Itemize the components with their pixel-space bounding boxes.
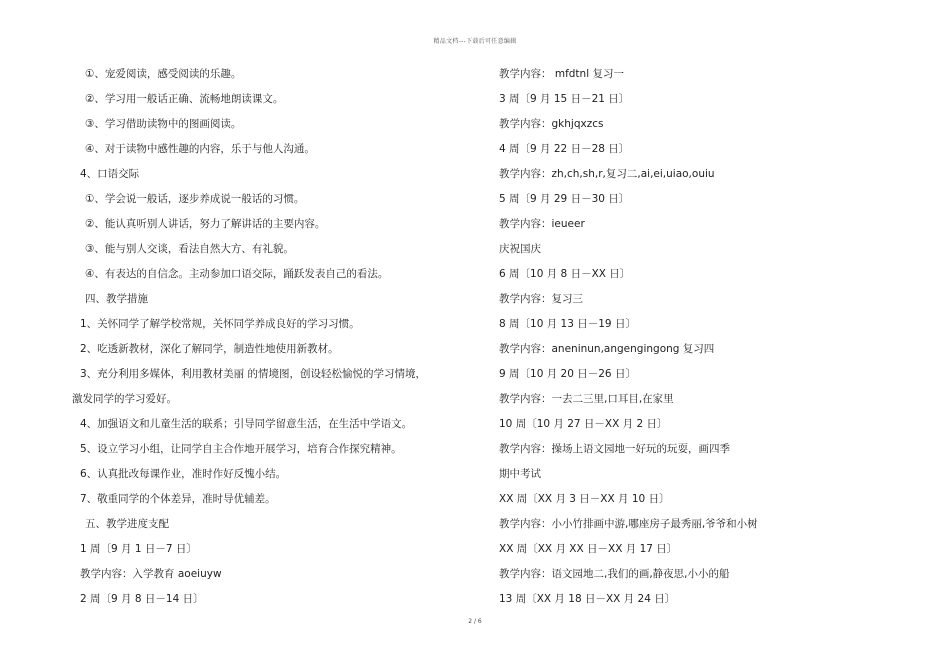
left-column: [72, 62, 460, 612]
right-column: [499, 62, 819, 612]
section-schedule: 五、教学进度支配: [85, 518, 169, 530]
page-header: 精品文档---下载后可任意编辑: [433, 38, 517, 45]
schedule-note: 庆祝国庆: [499, 243, 541, 255]
page-number: 2 / 6: [468, 618, 482, 625]
schedule-week: 4 周〔9 月 22 日－28 日〕: [499, 143, 630, 155]
schedule-content: 教学内容：gkhjqxzcs: [499, 118, 604, 130]
schedule-content: 教学内容：一去二三里,口耳目,在家里: [499, 393, 674, 405]
schedule-week: 3 周〔9 月 15 日－21 日〕: [499, 93, 630, 105]
schedule-week: XX 周〔XX 月 3 日－XX 月 10 日〕: [499, 493, 670, 505]
goal-reading-1: ①、宠爱阅读，感受阅读的乐趣。: [85, 68, 242, 80]
schedule-week: 10 周〔10 月 27 日－XX 月 2 日〕: [499, 418, 668, 430]
section-teaching-measures: 四、教学措施: [85, 293, 148, 305]
measure-6: 6、认真批改每课作业，准时作好反愧小结。: [80, 468, 287, 480]
measure-5: 5、设立学习小组，让同学自主合作地开展学习，培育合作探究精神。: [80, 443, 402, 455]
schedule-week: 6 周〔10 月 8 日－XX 日〕: [499, 268, 631, 280]
schedule-content: 教学内容：入学教育 aoeiuyw: [80, 568, 222, 580]
schedule-week: 13 周〔XX 月 18 日－XX 月 24 日〕: [499, 593, 676, 605]
schedule-content: 教学内容： mfdtnl 复习一: [499, 68, 624, 80]
schedule-content: 教学内容：小小竹排画中游,哪座房子最秀丽,爷爷和小树: [499, 518, 758, 530]
measure-1: 1、关怀同学了解学校常规，关怀同学养成良好的学习习惯。: [80, 318, 360, 330]
schedule-content: 教学内容：aneninun,angengingong 复习四: [499, 343, 715, 355]
goal-oral-1: ①、学会说一般话，逐步养成说一般话的习惯。: [85, 193, 305, 205]
schedule-week: XX 周〔XX 月 XX 日－XX 月 17 日〕: [499, 543, 678, 555]
goal-reading-3: ③、学习借助读物中的图画阅读。: [85, 118, 242, 130]
goal-reading-4: ④、对于读物中感性趣的内容，乐于与他人沟通。: [85, 143, 315, 155]
schedule-content: 教学内容：zh,ch,sh,r,复习二,ai,ei,uiao,ouiu: [499, 168, 715, 180]
goal-oral-3: ③、能与别人交谈，看法自然大方、有礼貌。: [85, 243, 294, 255]
schedule-note: 期中考试: [499, 468, 541, 480]
goal-oral-4: ④、有表达的自信念。主动参加口语交际，踊跃发表自己的看法。: [85, 268, 389, 280]
schedule-week: 1 周〔9 月 1 日－7 日〕: [80, 543, 197, 555]
schedule-week: 5 周〔9 月 29 日－30 日〕: [499, 193, 630, 205]
schedule-content: 教学内容：语文园地二,我们的画,静夜思,小小的船: [499, 568, 730, 580]
measure-3: 3、充分利用多媒体，利用教材美丽 的情境图，创设轻松愉悦的学习情境，: [80, 368, 427, 380]
schedule-week: 9 周〔10 月 20 日－26 日〕: [499, 368, 636, 380]
schedule-week: 8 周〔10 月 13 日－19 日〕: [499, 318, 636, 330]
schedule-content: 教学内容：复习三: [499, 293, 583, 305]
goal-reading-2: ②、学习用一般话正确、流畅地朗读课文。: [85, 93, 284, 105]
goal-oral-2: ②、能认真听别人讲话，努力了解讲话的主要内容。: [85, 218, 326, 230]
schedule-content: 教学内容：ieueer: [499, 218, 585, 230]
schedule-content: 教学内容：操场上语文园地一好玩的玩耍，画四季: [499, 443, 730, 455]
schedule-week: 2 周〔9 月 8 日－14 日〕: [80, 593, 204, 605]
measure-7: 7、敬重同学的个体差异，准时导优辅差。: [80, 493, 276, 505]
measure-4: 4、加强语文和儿童生活的联系；引导同学留意生活，在生活中学语文。: [80, 418, 413, 430]
measure-2: 2、吃透新教材，深化了解同学，制造性地使用新教材。: [80, 343, 339, 355]
measure-3-continued: 激发同学的学习爱好。: [72, 393, 177, 405]
section-oral-communication: 4、口语交际: [80, 168, 140, 180]
